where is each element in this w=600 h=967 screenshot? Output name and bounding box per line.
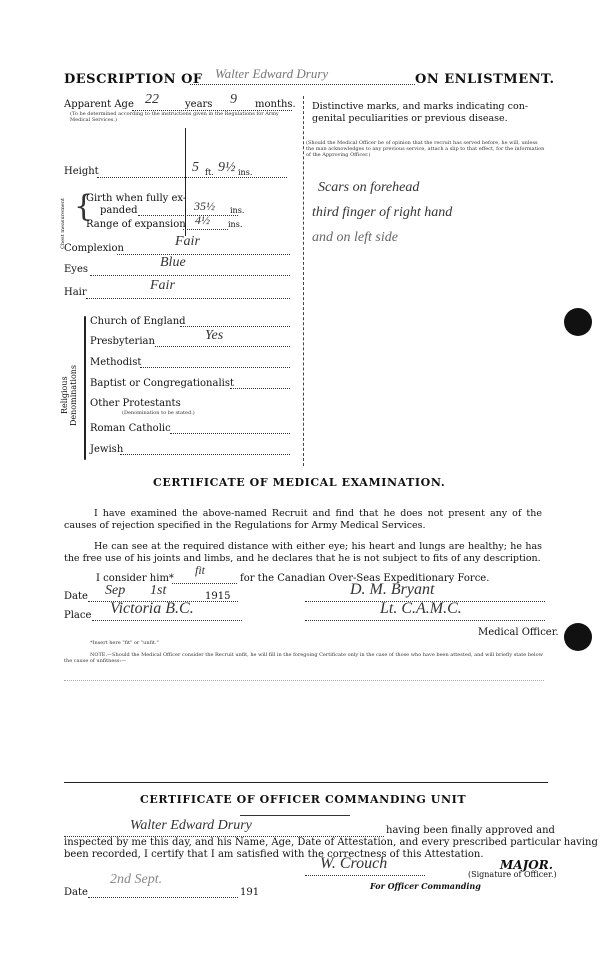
marks-line: third finger of right hand <box>312 205 453 220</box>
denomination-note: (Denomination to be stated.) <box>122 410 195 416</box>
eyes-label: Eyes <box>64 264 88 275</box>
medical-heading: CERTIFICATE OF MEDICAL EXAMINATION. <box>153 476 446 489</box>
punch-hole <box>564 623 592 651</box>
punch-hole <box>564 308 592 336</box>
religion-roman-catholic: Roman Catholic <box>90 423 171 434</box>
commanding-heading: CERTIFICATE OF OFFICER COMMANDING UNIT <box>140 793 467 806</box>
date-label: Date <box>64 591 88 602</box>
medical-officer-label: Medical Officer. <box>478 627 559 638</box>
ft-label: ft. <box>205 168 214 177</box>
girth-label: Girth when fully ex- <box>86 193 187 204</box>
medical-officer-signature: D. M. Bryant <box>350 581 435 598</box>
hair-value: Fair <box>150 278 175 293</box>
place-value: Victoria B.C. <box>110 600 194 617</box>
chest-side-label: Chest measurement <box>60 198 66 249</box>
complexion-value: Fair <box>175 234 200 249</box>
age-years: 22 <box>145 92 159 107</box>
medical-officer-rank: Lt. C.A.M.C. <box>380 600 462 617</box>
date-month: Sep <box>105 583 126 598</box>
religion-methodist: Methodist <box>90 357 142 368</box>
consider-suffix: for the Canadian Over-Seas Expeditionary Force. <box>240 573 490 584</box>
place-label: Place <box>64 610 92 621</box>
commanding-date-label: Date <box>64 887 88 898</box>
marks-heading: Distinctive marks, and marks indicating con- <box>312 101 529 112</box>
religion-side-label: Religious Denominations <box>60 364 78 426</box>
religion-other-protestants: Other Protestants <box>90 398 181 409</box>
ins-label: ins. <box>238 168 253 177</box>
religion-presbyterian: Presbyterian <box>90 336 155 347</box>
age-note: (To be determined according to the instructions given in the Regulations for Army Medical Services.) <box>70 111 279 123</box>
for-officer-label: For Officer Commanding <box>370 881 481 891</box>
height-label: Height <box>64 166 99 177</box>
girth-label-2: panded <box>100 205 138 216</box>
range-ins: ins. <box>228 220 243 229</box>
girth-ins: ins. <box>230 206 245 215</box>
signature-label: (Signature of Officer.) <box>468 870 557 879</box>
commanding-rank: MAJOR. <box>500 858 553 872</box>
section-divider <box>64 782 548 783</box>
marks-note: (Should the Medical Officer be of opinion that the recruit has served before, he will, unless the man acknowledges to any previous service, attach a slip to that effect, for the information of the Approving Officer.) <box>306 140 545 158</box>
column-divider <box>303 96 304 466</box>
medical-para-2: He can see at the required distance with either eye; his heart and lungs are healthy; he has the free use of his joints and limbs, and he declares that he is not subject to fits of any description. <box>64 541 542 564</box>
eyes-value: Blue <box>160 255 186 270</box>
age-months: 9 <box>230 92 237 107</box>
religion-bracket <box>84 316 86 460</box>
unfit-note: NOTE.—Should the Medical Officer consider the Recruit unfit, he will fill in the foregoing Certificate only in the case of those who have been attested, and will briefly state below the cause of unfitness:— <box>64 652 543 664</box>
commanding-date-value: 2nd Sept. <box>110 872 163 887</box>
range-value: 4½ <box>195 213 210 227</box>
years-label: years <box>185 99 213 110</box>
medical-para-1: I have examined the above-named Recruit and find that he does not present any of the causes of rejection specified in the Regulations for Army Medical Services. <box>64 508 542 531</box>
consider-label: I consider him* <box>96 573 174 584</box>
range-label: Range of expansion <box>86 219 186 230</box>
fitness-value: fit <box>195 563 206 577</box>
presbyterian-value: Yes <box>205 328 224 343</box>
girth-value: 35½ <box>194 199 215 213</box>
commanding-signature: W. Crouch <box>320 855 388 872</box>
commanding-text-2: inspected by me this day, and his Name, Age, Date of Attestation, and every prescribed particular having <box>64 837 598 848</box>
commanding-text: having been finally approved and <box>386 825 555 836</box>
title-prefix: DESCRIPTION OF <box>64 72 203 87</box>
commanding-recruit-name: Walter Edward Drury <box>130 818 252 833</box>
date-year: 1915 <box>205 591 231 602</box>
marks-line: and on left side <box>312 230 398 245</box>
title-suffix: ON ENLISTMENT. <box>415 72 555 87</box>
religion-jewish: Jewish <box>90 444 124 455</box>
heading-underline <box>240 815 350 816</box>
complexion-label: Complexion <box>64 243 124 254</box>
marks-line: Scars on forehead <box>318 180 420 195</box>
religion-church-of-england: Church of England <box>90 316 186 327</box>
date-day: 1st <box>150 583 167 598</box>
months-label: months. <box>255 99 296 110</box>
recruit-name: Walter Edward Drury <box>215 66 329 81</box>
height-feet: 5 <box>192 160 199 175</box>
chest-bracket: { <box>74 189 94 224</box>
commanding-year: 191 <box>240 887 260 898</box>
height-inches: 9½ <box>218 160 236 175</box>
religion-baptist: Baptist or Congregationalist <box>90 378 234 389</box>
hair-label: Hair <box>64 287 87 298</box>
fit-footnote: *Insert here "fit" or "unfit." <box>90 640 159 646</box>
marks-heading-2: genital peculiarities or previous disease. <box>312 113 508 124</box>
commanding-text-3: been recorded, I certify that I am satisfied with the correctness of this Attestation. <box>64 849 484 860</box>
age-label: Apparent Age <box>64 99 134 110</box>
